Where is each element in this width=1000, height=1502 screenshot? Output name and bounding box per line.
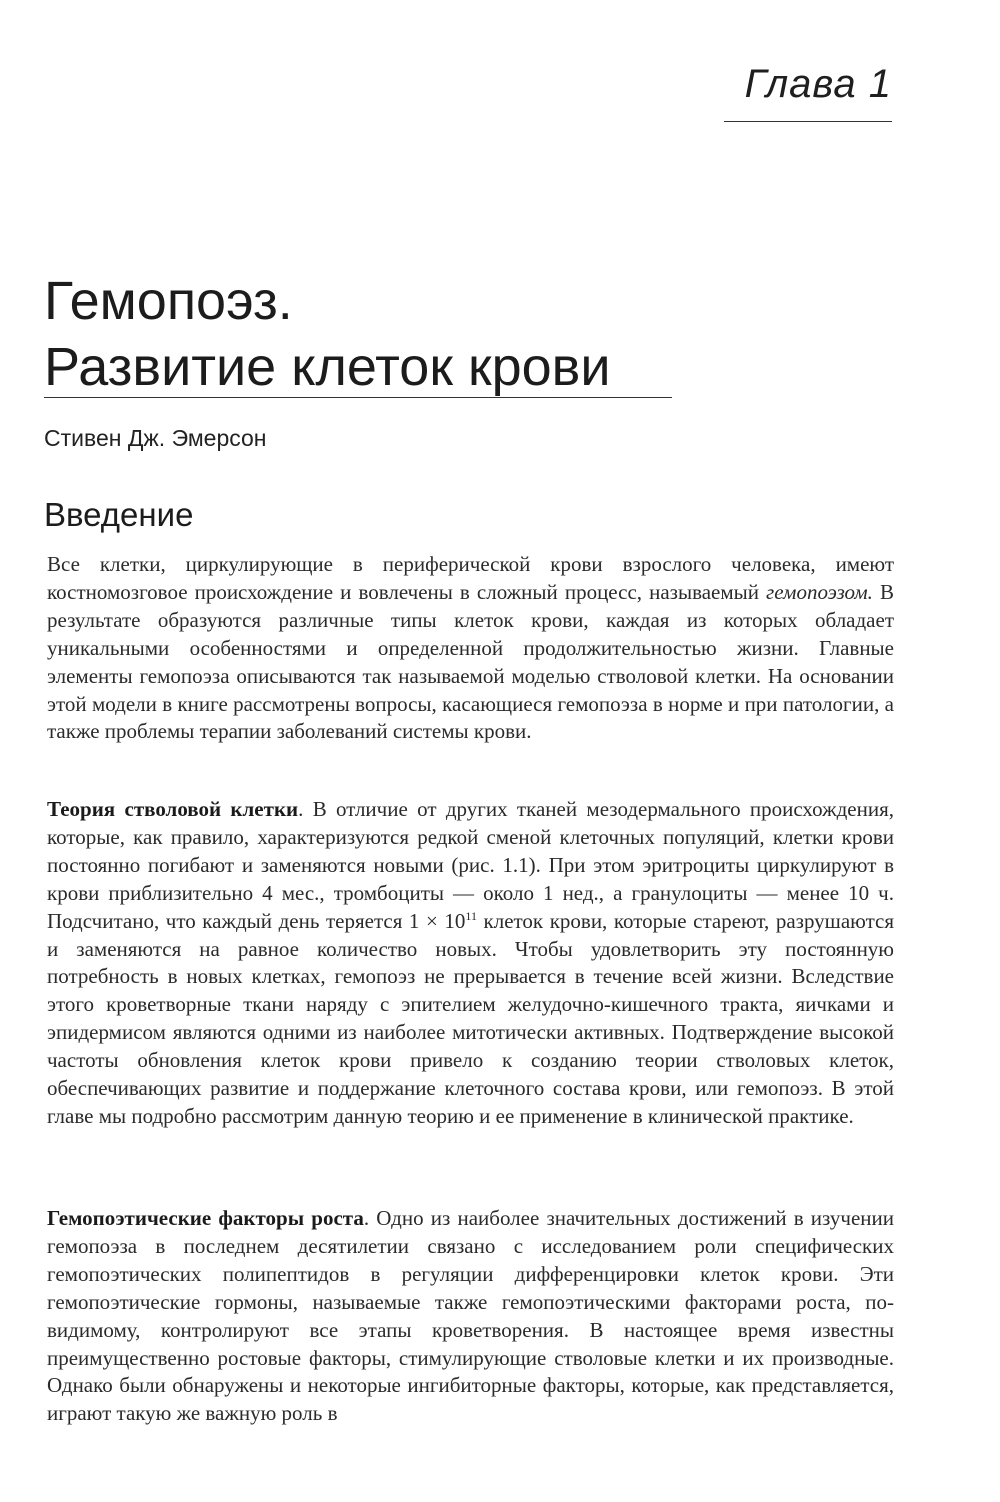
italic-term: гемопоэзом. bbox=[766, 579, 873, 604]
section-heading: Введение bbox=[44, 496, 194, 533]
paragraph-text: Все клетки, циркулирующие в периферической крови взрослого человека, имеют костномозговое происхождение и вовлечены в сложный процесс, называемый bbox=[47, 552, 894, 604]
page-title-line-1: Гемопоэз. bbox=[44, 271, 293, 331]
chapter-label: Глава 1 bbox=[744, 62, 892, 106]
page-title bbox=[44, 268, 611, 400]
paragraph-stem-cell-theory bbox=[47, 796, 894, 1131]
paragraph-growth-factors bbox=[47, 1205, 894, 1428]
paragraph-text: . В отличие от других тканей мезодермального происхождения, которые, как правило, характеризуются редкой сменой клеточных популяций, клетки крови постоянно погибают и заменяются новыми (рис. 1.1). При этом эритроциты циркулируют в крови приблизительно 4 мес., тромбоциты — около 1 нед., а гранулоциты — менее 10 ч. Подсчитано, что каждый день теряется 1 × 10 bbox=[47, 797, 894, 933]
paragraph-text: клеток крови, которые стареют, разрушаются и заменяются на равное количество новых. Чтобы удовлетворить эту постоянную потребность в новых клетках, гемопоэз не прерывается в течение всей жизни. Вследствие этого кроветворные ткани наряду с эпителием желудочно-кишечного тракта, яичками и эпидермисом являются одними из наиболее митотически активных. Подтверждение высокой частоты обновления клеток крови привело к созданию теории стволовых клеток, обеспечивающих развитие и поддержание клеточного состава крови, или гемопоэз. В этой главе мы подробно рассмотрим данную теорию и ее применение в клинической практике. bbox=[47, 908, 895, 1128]
paragraph-lead-term: Теория стволовой клетки bbox=[47, 797, 299, 821]
exponent: 11 bbox=[465, 908, 477, 923]
paragraph-introduction bbox=[47, 551, 894, 746]
page-title-line-2: Развитие клеток крови bbox=[44, 337, 611, 397]
title-underline bbox=[44, 397, 672, 398]
paragraph-text: В результате образуются различные типы клеток крови, каждая из которых обладает уникальными особенностями и определенной продолжительностью жизни. Главные элементы гемопоэза описываются так называемой моделью стволовой клетки. На основании этой модели в книге рассмотрены вопросы, касающиеся гемопоэза в норме и при патологии, а также проблемы терапии заболеваний системы крови. bbox=[47, 579, 894, 744]
chapter-underline bbox=[724, 121, 892, 122]
author-name: Стивен Дж. Эмерсон bbox=[44, 425, 267, 451]
paragraph-text: . Одно из наиболее значительных достижений в изучении гемопоэза в последнем десятилетии связано с исследованием роли специфических гемопоэтических полипептидов в регуляции дифференцировки клеток крови. Эти гемопоэтические гормоны, называемые также гемопоэтическими факторами роста, по-видимому, контролируют все этапы кроветворения. В настоящее время известны преимущественно ростовые факторы, стимулирующие стволовые клетки и их производные. Однако были обнаружены и некоторые ингибиторные факторы, которые, как представляется, играют такую же важную роль в bbox=[47, 1206, 894, 1426]
paragraph-lead-term: Гемопоэтические факторы роста bbox=[47, 1206, 364, 1230]
